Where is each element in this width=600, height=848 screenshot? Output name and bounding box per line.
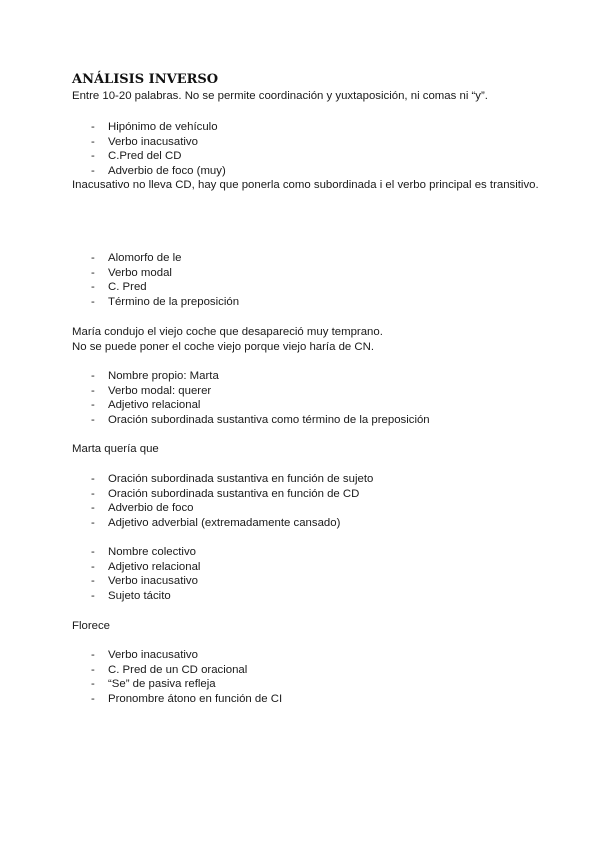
list-item: - Oración subordinada sustantiva como término de la preposición [91, 413, 430, 428]
list-item: - Verbo modal: querer [91, 384, 430, 399]
page-title: ANÁLISIS INVERSO [72, 72, 219, 87]
list-item: - “Se” de pasiva refleja [91, 677, 282, 692]
list-4 [91, 472, 373, 530]
list-item: - C.Pred del CD [91, 149, 226, 164]
list-item: - Adjetivo relacional [91, 398, 430, 413]
list-item: - Hipónimo de vehículo [91, 120, 226, 135]
list-item: - Sujeto tácito [91, 589, 200, 604]
list-item: - Adjetivo relacional [91, 560, 200, 575]
list-3 [91, 369, 430, 427]
list-item: - Nombre colectivo [91, 545, 200, 560]
list-item: - Nombre propio: Marta [91, 369, 430, 384]
list-item: - C. Pred de un CD oracional [91, 663, 282, 678]
sentence-3: Florece [72, 620, 110, 632]
list-5 [91, 545, 200, 603]
list-item: - Término de la preposición [91, 295, 239, 310]
note-1: Inacusativo no lleva CD, hay que ponerla como subordinada i el verbo principal es transitivo. [72, 179, 539, 191]
list-6 [91, 648, 282, 706]
intro-text: Entre 10-20 palabras. No se permite coordinación y yuxtaposición, ni comas ni “y”. [72, 90, 488, 102]
sentence-1: María condujo el viejo coche que desapareció muy temprano. [72, 326, 383, 338]
list-item: - Verbo inacusativo [91, 135, 226, 150]
list-item: - Alomorfo de le [91, 251, 239, 266]
list-item: - Verbo inacusativo [91, 574, 200, 589]
list-2 [91, 251, 239, 309]
list-item: - Adverbio de foco (muy) [91, 164, 226, 179]
list-item: - Adverbio de foco [91, 501, 373, 516]
list-item: - Pronombre átono en función de CI [91, 692, 282, 707]
list-item: - Oración subordinada sustantiva en función de CD [91, 487, 373, 502]
list-item: - Verbo modal [91, 266, 239, 281]
list-item: - Adjetivo adverbial (extremadamente cansado) [91, 516, 373, 531]
list-1 [91, 120, 226, 178]
list-item: - Verbo inacusativo [91, 648, 282, 663]
list-item: - Oración subordinada sustantiva en función de sujeto [91, 472, 373, 487]
note-2: No se puede poner el coche viejo porque viejo haría de CN. [72, 341, 375, 353]
sentence-2: Marta quería que [72, 443, 159, 455]
list-item: - C. Pred [91, 280, 239, 295]
